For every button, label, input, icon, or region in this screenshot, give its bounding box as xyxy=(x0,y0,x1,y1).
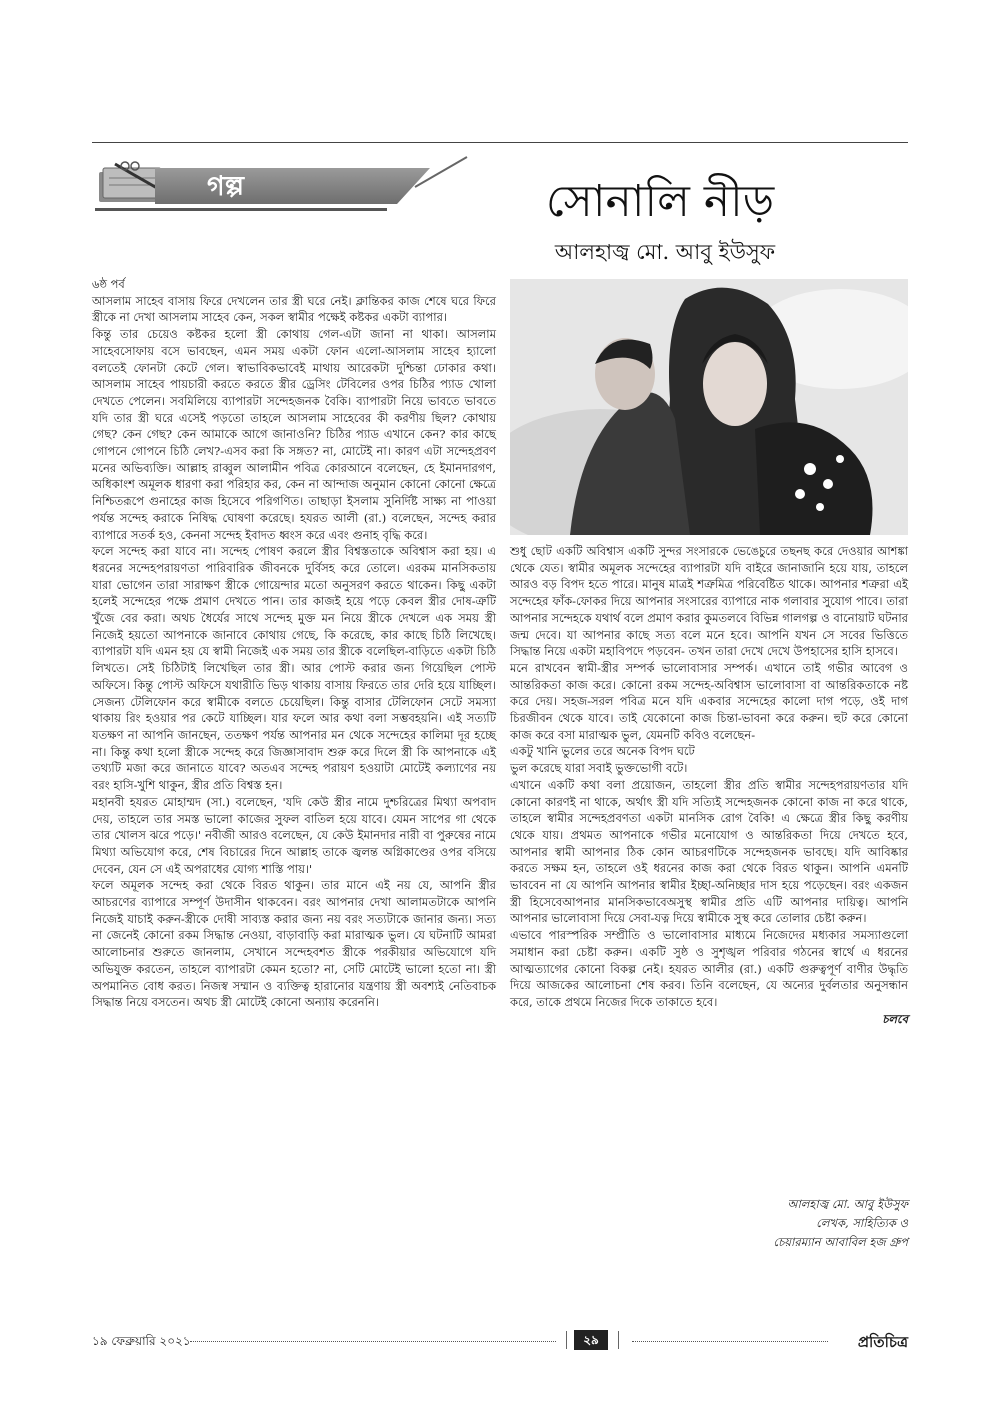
couple-photo-illustration xyxy=(510,279,908,535)
verse-line: একটু খানি ভুলের তরে অনেক বিপদ ঘটে xyxy=(510,744,695,759)
episode-label: ৬ষ্ঠ পর্ব xyxy=(92,277,125,291)
signature-name: আলহাজ্ব মো. আবু ইউসুফ xyxy=(787,1197,908,1211)
right-column xyxy=(510,543,908,1027)
top-rule xyxy=(92,142,908,143)
paragraph: ফলে সন্দেহ করা যাবে না। সন্দেহ পোষণ করলে স্ত্রীর বিশ্বস্ততাকে অবিশ্বাস করা হয়। এ ধরনের সন্দেহপরায়ণতা পারিবারিক জীবনকে দুর্বিসহ করে তোলে। এরকম মানসিকতায় যারা ভোগেন তারা সারাক্ষণ স্ত্রীকে গোয়েন্দার মতো অনুসরণ করতে থাকেন। কিছু একটা হলেই সন্দেহের পক্ষে প্রমাণ দেখতে পান। তার কাজই হয়ে পড়ে কেবল স্ত্রীর দোষ-ত্রুটি খুঁজে বের করা। অথচ ধৈর্যের সাথে সন্দেহ মুক্ত মন নিয়ে স্ত্রীকে দেখলে এক সময় স্ত্রী নিজেই হয়তো আপনাকে জানাবে কোথায় গেছে, কি করেছে, কার কাছে চিঠি লিখেছে। ব্যাপারটা যদি এমন হয় যে স্বামী নিজেই এক সময় তার স্ত্রীকে বলেছিল-বাড়িতে একটা চিঠি লিখতে। সেই চিঠিটাই লিখেছিল তার স্ত্রী। আর পোস্ট করার জন্য গিয়েছিল পোস্ট অফিসে। কিন্তু পোস্ট অফিসে যথারীতি ভিড় থাকায় বাসায় ফিরতে তার দেরি হয়ে যাচ্ছিল। সেজন্য টেলিফোন করে স্বামীকে বলতে চেয়েছিল। কিন্তু বাসার টেলিফোন সেটে সমস্যা থাকায় রিং হওয়ার পর কেটে যাচ্ছিল। যার ফলে আর কথা বলা সম্ভবহয়নি। এই সত্যটি যতক্ষণ না আপনি জানছেন, ততক্ষণ পর্যন্ত আপনার মন থেকে সন্দেহের কালিমা দূর হচ্ছে না। কিন্তু কথা হলো স্ত্রীকে সন্দেহ করে জিজ্ঞাসাবাদ শুরু করে দিলে স্ত্রী কি আপনাকে এই তথ্যটি মজা করে জানাতে যাবে? অতএব সন্দেহ পরায়ণ হওয়াটা মোটেই কল্যাণের নয় বরং হাসি-খুশি থাকুন, স্ত্রীর প্রতি বিশ্বস্ত হন। xyxy=(92,544,496,793)
section-label: গল্প xyxy=(207,171,244,202)
banner-bar xyxy=(155,168,430,204)
author-signature xyxy=(680,1195,908,1252)
couple-photo xyxy=(510,279,908,535)
paragraph: এভাবে পারস্পরিক সম্প্রীতি ও ভালোবাসার মাধ্যমে নিজেদের মধ্যকার সমস্যাগুলো সমাধান করা চেষ্টা করুন। একটি সুষ্ঠ ও সুশৃঙ্খল পরিবার গঠনের স্বার্থে এ ধরনের আত্মত্যাগের কোনো বিকল্প নেই। হযরত আলীর (রা.) একটি গুরুত্বপূর্ণ বাণীর উদ্ধৃতি দিয়ে আজকের আলোচনা শেষ করব। তিনি বলেছেন, যে অন্যের দুর্বলতার অনুসন্ধান করে, তাকে প্রথমে নিজের দিকে তাকাতে হবে। xyxy=(510,928,908,1009)
publication-brand: প্রতিচিত্র xyxy=(857,1333,908,1351)
page-footer xyxy=(92,1330,908,1354)
continued-label: চলবে xyxy=(882,1011,908,1026)
paragraph: আসলাম সাহেব বাসায় ফিরে দেখলেন তার স্ত্রী ঘরে নেই। ক্লান্তিকর কাজ শেষে ঘরে ফিরে স্ত্রীকে না দেখা আসলাম সাহেব কেন, সকল স্বামীর পক্ষেই কষ্টকর একটা ব্যাপার। xyxy=(92,293,496,325)
footer-dotted-rule xyxy=(190,1341,556,1342)
footer-dotted-rule xyxy=(632,1341,828,1342)
paragraph: কিন্তু তার চেয়েও কষ্টকর হলো স্ত্রী কোথায় গেল-এটা জানা না থাকা। আসলাম সাহেবসোফায় বসে ভাবছেন, এমন সময় একটা ফোন এলো-আসলাম সাহেব হ্যালো বলতেই ফোনটা কেটে গেল। স্বাভাবিকভাবেই মাথায় আরেকটা দুশ্চিন্তা ঢোকার কথা। আসলাম সাহেব পায়চারী করতে করতে স্ত্রীর ড্রেসিং টেবিলের ওপর চিঠির প্যাড খোলা দেখতে পেলেন। সবমিলিয়ে ব্যাপারটা সন্দেহজনক বৈকি। ব্যাপারটা নিয়ে ভাবতে ভাবতে যদি তার স্ত্রী ঘরে এসেই পড়তো তাহলে আসলাম সাহেবের কী করণীয় ছিল? কোথায় গেছ? কেন গেছ? কেন আমাকে আগে জানাওনি? চিঠির প্যাড এখানে কেন? কার কাছে গোপনে গোপনে চিঠি লেখ?-এসব করা কি সঙ্গত? না, মোটেই না। কারণ এটা সন্দেহপ্রবণ মনের অভিব্যক্তি। আল্লাহ রাব্বুল আলামীন পবিত্র কোরআনে বলেছেন, হে ইমানদারগণ, অধিকাংশ অমূলক ধারণা করা পরিহার কর, কেন না আন্দাজ অনুমান কোনো কোনো ক্ষেত্রে নিশ্চিতরূপে গুনাহের কাজ হিসেবে পরিগণিত। তাছাড়া ইসলাম সুনির্দিষ্ট সাক্ষ্য না পাওয়া পর্যন্ত সন্দেহ করাকে নিষিদ্ধ ঘোষণা করেছে। হযরত আলী (রা.) বলেছেন, সন্দেহ করার ব্যাপারে সতর্ক হও, কেননা সন্দেহ ইবাদত ধ্বংস করে এবং গুনাহ বৃদ্ধি করে। xyxy=(92,327,496,542)
signature-title: চেয়ারম্যান আবাবিল হজ গ্রুপ xyxy=(773,1235,908,1249)
article-author: আলহাজ্ব মো. আবু ইউসুফ xyxy=(554,240,776,264)
footer-separator xyxy=(566,1331,567,1349)
footer-date: ১৯ ফেব্রুয়ারি ২০২১ xyxy=(92,1334,191,1348)
signature-role: লেখক, সাহিত্যিক ও xyxy=(816,1216,908,1230)
verse-line: ভুল করেছে যারা সবাই ভুক্তভোগী বটে। xyxy=(510,761,688,776)
article-title: সোনালি নীড় xyxy=(545,176,775,227)
paragraph: এখানে একটি কথা বলা প্রয়োজন, তাহলো স্ত্রীর প্রতি স্বামীর সন্দেহপরায়ণতার যদি কোনো কারণই না থাকে, অর্থাৎ স্ত্রী যদি সত্যিই সন্দেহজনক কোনো কাজ না করে থাকে, তাহলে স্বামীর সন্দেহপ্রবণতা একটা মানসিক রোগ বৈকি! এ ক্ষেত্রে স্ত্রীর কিছু করণীয় থেকে যায়। প্রথমত আপনাকে গভীর মনোযোগ ও আন্তরিকতা দিয়ে দেখতে হবে, আপনার স্বামী আপনার ঠিক কোন আচরণটিকে সন্দেহজনক ভাবছে। যদি আবিষ্কার করতে সক্ষম হন, তাহলে ওই ধরনের কাজ করা থেকে বিরত থাকুন। আপনি এমনটি ভাববেন না যে আপনি আপনার স্বামীর ইচ্ছা-অনিচ্ছার দাস হয়ে পড়েছেন। বরং একজন স্ত্রী হিসেবেআপনার মানসিকভাবেঅসুস্থ স্বামীর প্রতি এটি আপনার দায়িত্ব। আপনি আপনার ভালোবাসা দিয়ে সেবা-যত্ন দিয়ে স্বামীকে সুস্থ করে তোলার চেষ্টা করুন। xyxy=(510,777,908,926)
paragraph: শুধু ছোট একটি অবিশ্বাস একটি সুন্দর সংসারকে ভেঙেচুরে তছনছ করে দেওয়ার আশঙ্কা থেকে যেত। স্বামীর অমূলক সন্দেহের ব্যাপারটা যদি বাইরে জানাজানি হয়ে যায়, তাহলে আরও বড় বিপদ হতে পারে। মানুষ মাত্রই শত্রুমিত্র পরিবেষ্টিত থাকে। আপনার শত্রুরা এই সন্দেহের ফাঁক-ফোকর দিয়ে আপনার সংসারের ব্যাপারে নাক গলাবার সুযোগ পাবে। তারা আপনার সন্দেহকে যথার্থ বলে প্রমাণ করার কুমতলবে বিভিন্ন গালগল্প ও বানোয়াট ঘটনার জন্ম দেবে। যা আপনার কাছে সত্য বলে মনে হবে। আপনি যখন সে সবের ভিত্তিতে সিদ্ধান্ত নিয়ে একটা মহাবিপদে পড়বেন- তখন তারা দেখে দেখে উপহাসের হাসি হাসবে। xyxy=(510,544,908,659)
paragraph: মনে রাখবেন স্বামী-স্ত্রীর সম্পর্ক ভালোবাসার সম্পর্ক। এখানে তাই গভীর আবেগ ও আন্তরিকতা কাজ করে। কোনো রকম সন্দেহ-অবিশ্বাস ভালোবাসা বা আন্তরিকতাকে নষ্ট করে দেয়। সহজ-সরল পবিত্র মনে যদি একবার সন্দেহের কালো দাগ পড়ে, ওই দাগ চিরজীবন থেকে যাবে। তাই যেকোনো কাজ চিন্তা-ভাবনা করে করুন। হুট করে কোনো কাজ করে বসা মারাত্মক ভুল, যেমনটি কবিও বলেছেন- xyxy=(510,660,908,742)
left-column xyxy=(92,276,496,1011)
paragraph: মহানবী হযরত মোহাম্মদ (সা.) বলেছেন, 'যদি কেউ স্ত্রীর নামে দুশ্চরিত্রের মিথ্যা অপবাদ দেয়, তাহলে তার সমস্ত ভালো কাজের সুফল বাতিল হয়ে যাবে। যেমন সাপের গা থেকে তার খোলস ঝরে পড়ে।' নবীজী আরও বলেছেন, যে কেউ ইমানদার নারী বা পুরুষের নামে মিথ্যা অভিযোগ করে, শেষ বিচারের দিনে আল্লাহ তাকে জ্বলন্ত অগ্নিকাণ্ডের ওপর বসিয়ে দেবেন, যেন সে এই অপরাধের যোগ্য শাস্তি পায়।' xyxy=(92,794,496,876)
section-banner xyxy=(95,158,445,218)
paragraph: ফলে অমূলক সন্দেহ করা থেকে বিরত থাকুন। তার মানে এই নয় যে, আপনি স্ত্রীর আচরণের ব্যাপারে সম্পূর্ণ উদাসীন থাকবেন। বরং আপনার দেখা আলামতটাকে আপনি নিজেই যাচাই করুন-স্ত্রীকে দোষী সাব্যস্ত করার জন্য নয় বরং সত্যটাকে জানার জন্য। সত্য না জেনেই কোনো রকম সিদ্ধান্ত নেওয়া, বাড়াবাড়ি করা মারাত্মক ভুল। যে ঘটনাটি আমরা আলোচনার শুরুতে জানলাম, সেখানে সন্দেহবশত স্ত্রীকে পরকীয়ার অভিযোগে যদি অভিযুক্ত করতেন, তাহলে ব্যাপারটা কেমন হতো? না, সেটি মোটেই ভালো হতো না। স্ত্রী অপমানিত বোধ করত। নিজস্ব সম্মান ও ব্যক্তিত্ব হারানোর যন্ত্রণায় স্ত্রী অবশ্যই নেতিবাচক সিদ্ধান্ত নিয়ে বসতেন। অথচ স্ত্রী মোটেই কোনো অন্যায় করেননি। xyxy=(92,878,496,1010)
page-number: ২৯ xyxy=(574,1330,608,1350)
footer-separator xyxy=(618,1331,619,1349)
